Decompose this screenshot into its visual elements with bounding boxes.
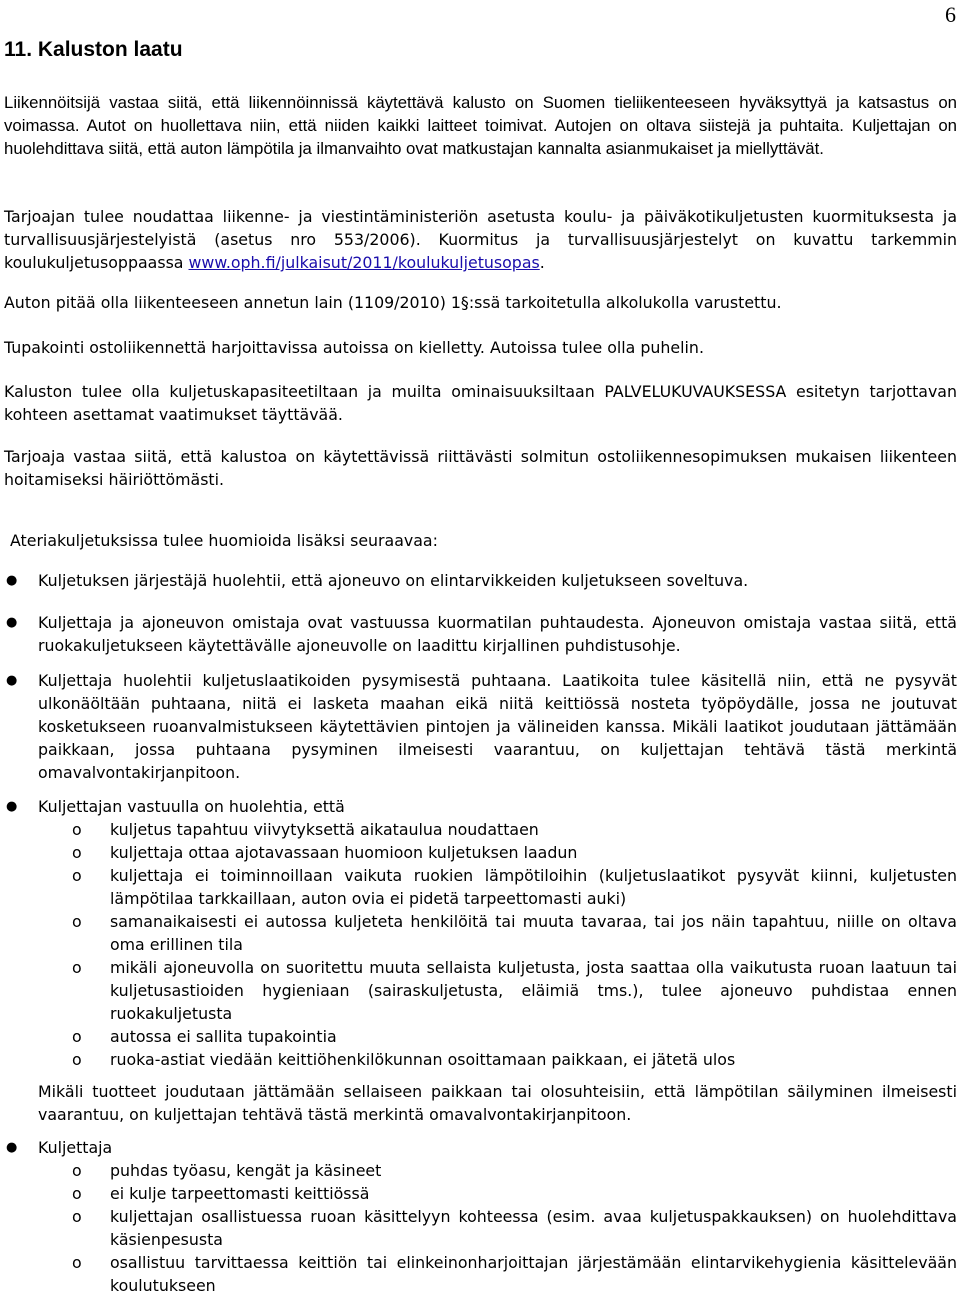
section-heading: 11. Kaluston laatu: [4, 38, 183, 61]
bullet-dot-icon: ●: [6, 615, 18, 630]
bullet-text: Kuljettaja: [38, 1138, 113, 1157]
bullet-followup-text: Mikäli tuotteet joudutaan jättämään sellaiseen paikkaan tai olosuhteisiin, että lämpötilan säilyminen ilmeisesti vaarantuu, on kuljettajan tehtävä tästä merkintä omavalvontakirjanpitoon.: [38, 1082, 957, 1124]
paragraph-regulation-end: .: [539, 253, 545, 272]
sub-item-text: kuljettaja ottaa ajotavassaan huomioon kuljetuksen laadun: [110, 843, 578, 862]
sub-item: [38, 910, 957, 956]
sub-item-text: kuljettajan osallistuessa ruoan käsittelyyn kohteessa (esim. avaa kuljetuspakkauksen) on huolehdittava käsienpesusta: [110, 1207, 957, 1249]
sub-item-text: samanaikaisesti ei autossa kuljeteta henkilöitä tai muuta tavaraa, tai jos näin tapahtuu, niille on oltava oma erillinen tila: [110, 912, 957, 954]
sub-bullet-icon: o: [72, 912, 82, 931]
bullet-item: [0, 611, 957, 657]
sub-item: [38, 1182, 957, 1205]
bullet-item: [0, 569, 957, 592]
bullet-item: [0, 669, 957, 784]
sub-item: [38, 841, 957, 864]
sub-bullet-icon: o: [72, 1207, 82, 1226]
paragraph-alcolock: Auton pitää olla liikenteeseen annetun lain (1109/2010) 1§:ssä tarkoitetulla alkolukolla varustettu.: [4, 293, 782, 312]
bullet-dot-icon: ●: [6, 573, 18, 588]
sub-bullet-icon: o: [72, 820, 82, 839]
bullet-dot-icon: ●: [6, 1140, 18, 1155]
sub-item-text: kuljettaja ei toiminnoillaan vaikuta ruokien lämpötiloihin (kuljetuslaatikot pysyvät kiinni, kuljetusten lämpötilaa tarkkaillaan, auton ovia ei pidetä tarpeettomasti auki): [110, 866, 957, 908]
sub-item: [38, 1048, 957, 1071]
sub-item: [38, 1251, 957, 1297]
meal-transport-intro: Ateriakuljetuksissa tulee huomioida lisäksi seuraavaa:: [10, 531, 438, 550]
bullet-dot-icon: ●: [6, 799, 18, 814]
sub-item: [38, 1159, 957, 1182]
bullet-text: Kuljettaja huolehtii kuljetuslaatikoiden pysymisestä puhtaana. Laatikoita tulee käsitellä niin, että ne pysyvät ulkonäöltään puhtaana, niitä ei lasketa maahan eikä niitä keittiössä nosteta työpöydälle, jossa ne joutuvat kosketukseen ruoanvalmistukseen käytettävien pintojen ja välineiden kanssa. Mikäli laatikot joudutaan jättämään paikkaan, jossa puhtaana pysyminen ilmeisesti vaarantuu, on kuljettajan tehtävä tästä merkintä omavalvontakirjanpitoon.: [38, 671, 957, 782]
sub-bullet-icon: o: [72, 1253, 82, 1272]
sub-item: [38, 1205, 957, 1251]
paragraph-availability: Tarjoaja vastaa siitä, että kalustoa on käytettävissä riittävästi solmitun ostoliikennesopimuksen mukaisen liikenteen hoitamiseksi häiriöttömästi.: [4, 447, 957, 489]
sub-bullet-icon: o: [72, 843, 82, 862]
sub-bullet-icon: o: [72, 958, 82, 977]
sub-bullet-icon: o: [72, 866, 82, 885]
sub-item: [38, 1025, 957, 1048]
paragraph-capacity: Kaluston tulee olla kuljetuskapasiteetiltaan ja muilta ominaisuuksiltaan PALVELUKUVAUKSESSA esitetyn tarjottavan kohteen asettamat vaatimukset täyttävää.: [4, 382, 957, 424]
sub-bullet-icon: o: [72, 1050, 82, 1069]
sub-item-text: ei kulje tarpeettomasti keittiössä: [110, 1184, 370, 1203]
paragraph-regulation-text: Tarjoajan tulee noudattaa liikenne- ja viestintäministeriön asetusta koulu- ja päiväkotikuljetusten kuormituksesta ja turvallisuusjärjestelyistä (asetus nro 553/2006). Kuormitus ja turvallisuusjärjestelyt on kuvattu tarkemmin koulukuljetusoppaassa: [4, 207, 957, 272]
paragraph-regulation: [4, 205, 957, 274]
paragraph-smoking: Tupakointi ostoliikennettä harjoittavissa autoissa on kielletty. Autoissa tulee olla puhelin.: [4, 338, 704, 357]
koulukuljetusopas-link[interactable]: www.oph.fi/julkaisut/2011/koulukuljetusopas: [188, 253, 540, 272]
sub-item: [38, 818, 957, 841]
sub-bullet-icon: o: [72, 1184, 82, 1203]
bullet-item-driver-responsibilities: [0, 795, 957, 1126]
paragraph-vehicle-condition: Liikennöitsijä vastaa siitä, että liikennöinnissä käytettävä kalusto on Suomen tieliikenteeseen hyväksyttyä ja katsastus on voimassa. Autot on huollettava niin, että niiden kaikki laitteet toimivat. Autojen on oltava siistejä ja puhtaita. Kuljettajan on huolehdittava siitä, että auton lämpötila ja ilmanvaihto ovat matkustajan kannalta asianmukaiset ja miellyttävät.: [4, 93, 957, 158]
sub-item-text: ruoka-astiat viedään keittiöhenkilökunnan osoittamaan paikkaan, ei jätetä ulos: [110, 1050, 736, 1069]
bullet-text: Kuljettaja ja ajoneuvon omistaja ovat vastuussa kuormatilan puhtaudesta. Ajoneuvon omistaja vastaa siitä, että ruokakuljetukseen käytettävälle ajoneuvolle on laadittu kirjallinen puhdistusohje.: [38, 613, 957, 655]
bullet-dot-icon: ●: [6, 673, 18, 688]
sub-item: [38, 864, 957, 910]
sub-item: [38, 956, 957, 1025]
bullet-item-driver: [0, 1136, 957, 1297]
bullet-text: Kuljetuksen järjestäjä huolehtii, että ajoneuvo on elintarvikkeiden kuljetukseen soveltuva.: [38, 571, 749, 590]
page-number: 6: [945, 2, 956, 27]
bullet-text: Kuljettajan vastuulla on huolehtia, että: [38, 797, 345, 816]
sub-item-text: osallistuu tarvittaessa keittiön tai elinkeinonharjoittajan järjestämään elintarvikehygienia käsittelevään koulutukseen: [110, 1253, 957, 1295]
sub-item-text: puhdas työasu, kengät ja käsineet: [110, 1161, 382, 1180]
sub-item-text: mikäli ajoneuvolla on suoritettu muuta sellaista kuljetusta, josta saattaa olla vaikutusta ruoan laatuun tai kuljetusastioiden hygieniaan (sairaskuljetusta, eläimiä tms.), tulee ajoneuvo puhdistaa ennen ruokakuljetusta: [110, 958, 957, 1023]
sub-item-text: autossa ei sallita tupakointia: [110, 1027, 337, 1046]
sub-bullet-icon: o: [72, 1027, 82, 1046]
sub-item-text: kuljetus tapahtuu viivytyksettä aikataulua noudattaen: [110, 820, 539, 839]
sub-bullet-icon: o: [72, 1161, 82, 1180]
